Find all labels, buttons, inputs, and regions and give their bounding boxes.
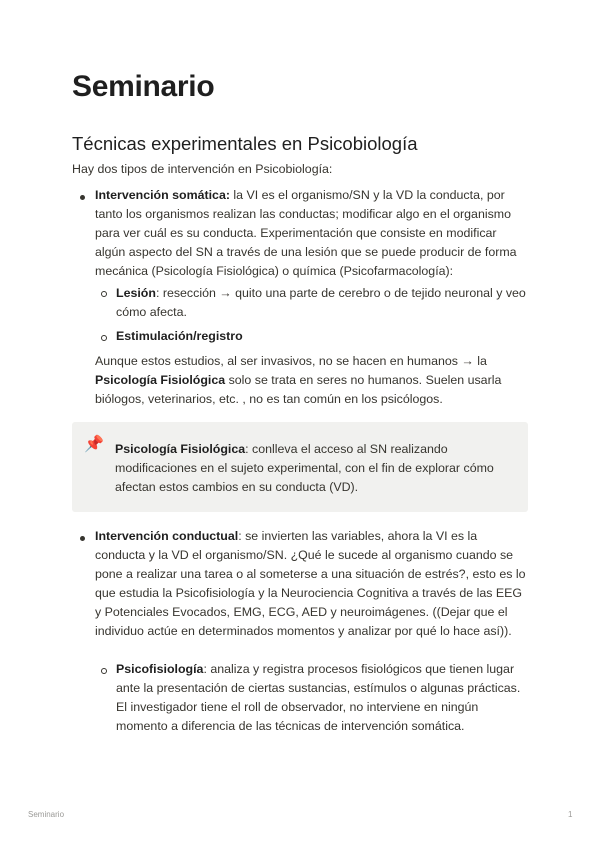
term: Psicología Fisiológica (95, 373, 226, 387)
bullet-icon (80, 195, 85, 200)
circle-bullet-icon (101, 335, 107, 341)
somatic-note (95, 352, 528, 409)
term: Intervención somática: (95, 188, 230, 202)
page-number: 1 (568, 810, 573, 819)
circle-bullet-icon (101, 291, 107, 297)
term: Psicología Fisiológica (115, 442, 246, 456)
callout-body: : conlleva el acceso al SN realizando modificaciones en el sujeto experimental, con el fin de explorar cómo afectan estos cambios en su conducta (VD). (115, 442, 494, 494)
list-item-somatic (95, 186, 528, 281)
sub-item-stimulation (116, 327, 528, 346)
callout-text (115, 440, 515, 497)
list-item-behavioral (95, 527, 528, 641)
item-text: : se invierten las variables, ahora la VI es la conducta y la VD el organismo/SN. ¿Qué le sucede al organismo cuando se pone a realizar una tarea o al someterse a una situación de estrés?, esto es lo que estudia la Psicofisiología y la Neurociencia Cognitiva a través de las EEG y Potenciales Evocados, EMG, ECG, AED y neuroimágenes. ((Dejar que el individuo actúe en determinados momentos y analizar por qué lo hace así)). (95, 529, 526, 638)
bullet-icon (80, 536, 85, 541)
term: Estimulación/registro (116, 329, 243, 343)
note-text: Aunque estos estudios, al ser invasivos, no se hacen en humanos → la (95, 354, 487, 368)
sub-item-psychophysiology (116, 660, 528, 736)
page-title: Seminario (72, 70, 215, 103)
section-heading: Técnicas experimentales en Psicobiología (72, 133, 418, 154)
pushpin-icon: 📌 (84, 436, 104, 453)
term: Intervención conductual (95, 529, 239, 543)
term: Lesión (116, 286, 156, 300)
circle-bullet-icon (101, 668, 107, 674)
item-text: : analiza y registra procesos fisiológicos que tienen lugar ante la presentación de ciertas sustancias, estímulos o algunas prácticas. El investigador tiene el roll de observador, no interviene en ningún momento a diferencia de las técnicas de intervención somática. (116, 662, 521, 733)
sub-item-lesion (116, 284, 528, 322)
item-text: la VI es el organismo/SN y la VD la conducta, por tanto los organismos realizan las conductas; modificar algo en el organismo para ver cuál es su conducta. Experimentación que consiste en modificar algún aspecto del SN a través de una lesión que se puede producir de forma mecánica (Psicología Fisiológica) o química (Psicofarmacología): (95, 188, 517, 278)
intro-text: Hay dos tipos de intervención en Psicobiología: (72, 162, 333, 176)
term: Psicofisiología (116, 662, 204, 676)
footer-title: Seminario (28, 810, 65, 819)
item-text: : resección → quito una parte de cerebro o de tejido neuronal y veo cómo afecta. (116, 286, 526, 319)
note-text: solo se trata en seres no humanos. Suelen usarla biólogos, veterinarios, etc. , no es tan común en los psicólogos. (95, 373, 502, 406)
callout (72, 422, 528, 512)
